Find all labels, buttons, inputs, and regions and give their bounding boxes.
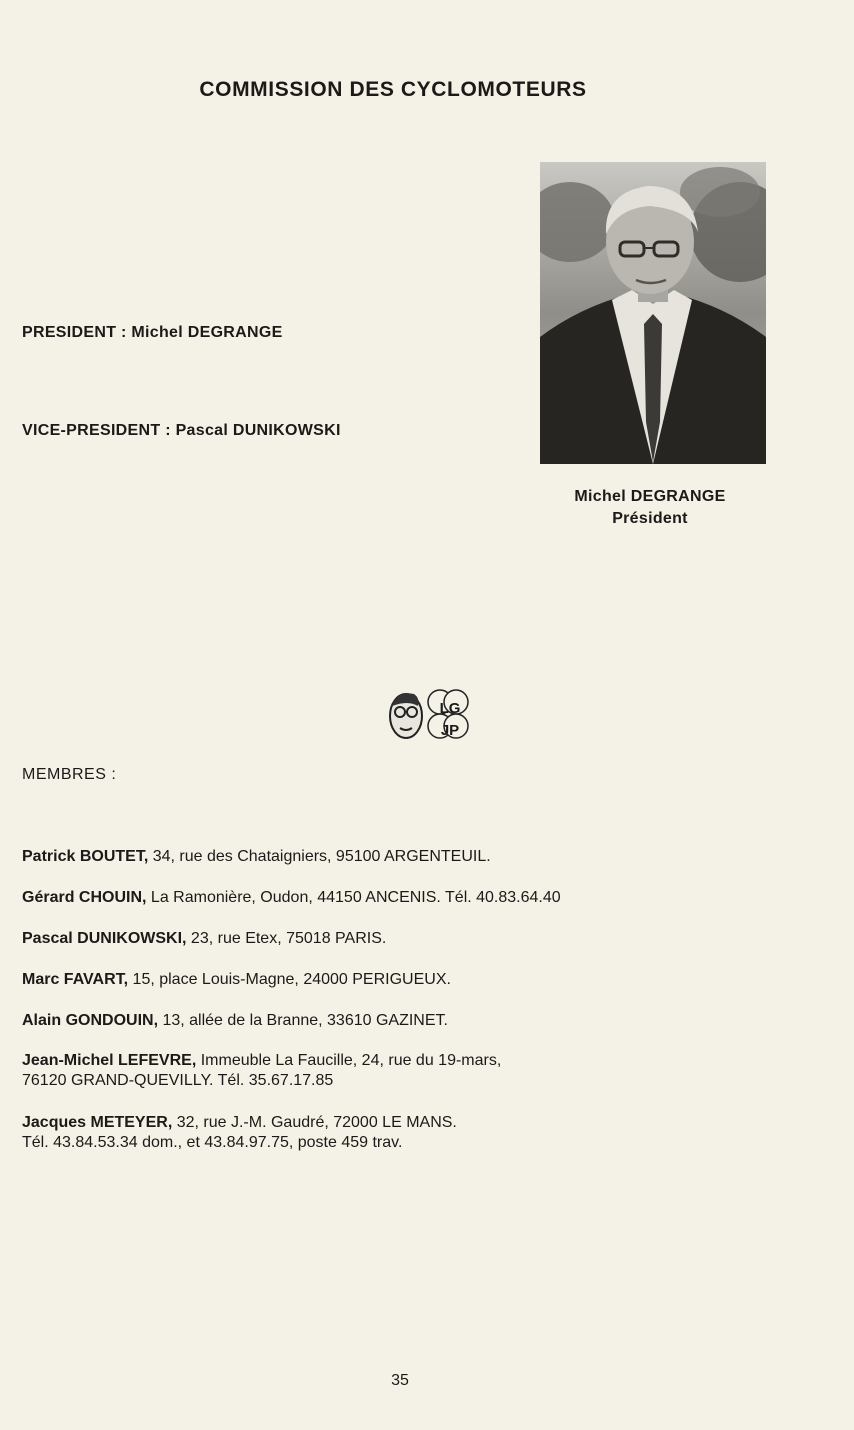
member-address: 15, place Louis-Magne, 24000 PERIGUEUX.: [128, 971, 451, 988]
member-address: La Ramonière, Oudon, 44150 ANCENIS. Tél. 40.83.64.40: [146, 889, 561, 906]
photo-caption: [540, 486, 760, 530]
member-name: Gérard CHOUIN,: [22, 889, 147, 906]
member-name: Jean-Michel LEFEVRE,: [22, 1052, 197, 1069]
member-address: 23, rue Etex, 75018 PARIS.: [186, 930, 387, 947]
member-address-line2: 76120 GRAND-QUEVILLY. Tél. 35.67.17.85: [22, 1072, 334, 1089]
member-name: Jacques METEYER,: [22, 1114, 173, 1131]
member-address: Immeuble La Faucille, 24, rue du 19-mars,: [196, 1052, 502, 1069]
portrait-illustration: [540, 162, 766, 464]
president-name: Michel DEGRANGE: [131, 324, 283, 341]
member-item: [22, 888, 561, 908]
lgjp-logo: [386, 684, 470, 746]
members-heading: MEMBRES :: [22, 766, 117, 783]
member-item: [22, 970, 451, 990]
logo-text: LG JP: [439, 700, 461, 739]
caption-role: Président: [612, 510, 688, 527]
member-name: Pascal DUNIKOWSKI,: [22, 930, 187, 947]
member-address-line2: Tél. 43.84.53.34 dom., et 43.84.97.75, poste 459 trav.: [22, 1134, 403, 1151]
member-address: 13, allée de la Branne, 33610 GAZINET.: [158, 1012, 448, 1029]
caption-name: Michel DEGRANGE: [574, 488, 726, 505]
member-address: 32, rue J.-M. Gaudré, 72000 LE MANS.: [172, 1114, 457, 1131]
page-number: 35: [391, 1372, 409, 1389]
member-name: Marc FAVART,: [22, 971, 129, 988]
vice-president-line: [22, 422, 341, 440]
member-item: [22, 847, 491, 867]
vice-president-label: VICE-PRESIDENT: [22, 422, 161, 439]
president-line: [22, 324, 283, 342]
member-name: Alain GONDOUIN,: [22, 1012, 159, 1029]
president-label: PRESIDENT: [22, 324, 117, 341]
president-separator: :: [116, 324, 132, 341]
member-address: 34, rue des Chataigniers, 95100 ARGENTEUIL.: [148, 848, 491, 865]
page-title: COMMISSION DES CYCLOMOTEURS: [199, 78, 587, 101]
president-portrait-photo: [540, 162, 766, 464]
member-item: [22, 929, 386, 949]
member-item: [22, 1113, 457, 1153]
vice-president-name: Pascal DUNIKOWSKI: [175, 422, 341, 439]
member-name: Patrick BOUTET,: [22, 848, 149, 865]
member-item: [22, 1051, 501, 1091]
vice-president-separator: :: [160, 422, 176, 439]
member-item: [22, 1011, 448, 1031]
